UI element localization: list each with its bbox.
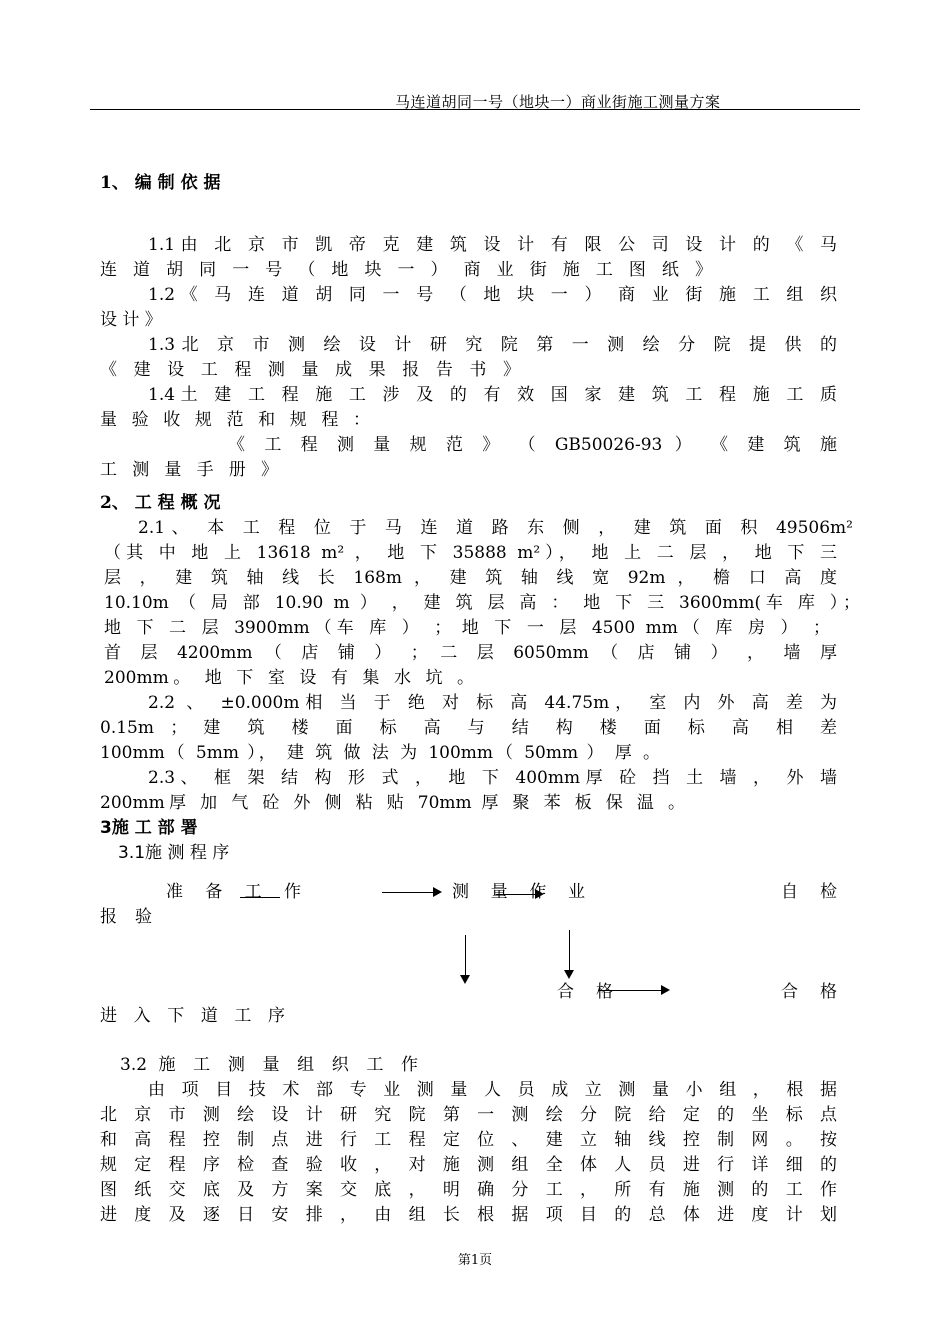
flow-step-next: 进 入 下 道 工 序 <box>100 1006 285 1026</box>
section-1-standards-cont: 工 测 量 手 册 》 <box>100 460 278 480</box>
section-3-2-para-l6: 进 度 及 逐 日 安 排 ， 由 组 长 根 据 项 目 的 总 体 进 度 计 划 <box>100 1205 837 1225</box>
flow-arrow-right-1 <box>382 892 440 893</box>
flow-connector-line <box>240 897 280 898</box>
flow-step-selfcheck: 自 检 <box>781 882 837 902</box>
flow-arrow-down-1 <box>465 935 466 982</box>
section-3-2-para-l5: 图 纸 交 底 及 方 案 交 底 ， 明 确 分 工 ， 所 有 施 测 的 工 作 <box>100 1180 837 1200</box>
section-3-1-heading: 3.1施 测 程 序 <box>118 843 230 863</box>
flow-arrow-right-2 <box>496 894 542 895</box>
section-2-item-2-1-l7: 200mm。 地 下 室 设 有 集 水 坑 。 <box>104 668 474 688</box>
section-1-heading: 1、 编 制 依 据 <box>100 173 221 193</box>
flow-arrow-down-2 <box>569 930 570 977</box>
section-1-item-1-4-cont: 量 验 收 规 范 和 规 程 ： <box>100 410 370 430</box>
page-number: 第1页 <box>457 1253 493 1268</box>
section-2-item-2-1-l3: 层 ， 建 筑 轴 线 长 168m ， 建 筑 轴 线 宽 92m ， 檐 口 高 度 <box>104 568 837 588</box>
section-2-heading: 2、 工 程 概 况 <box>100 493 221 513</box>
section-2-item-2-3-l2: 200mm厚 加 气 砼 外 侧 粘 贴 70mm 厚 聚 苯 板 保 温 。 <box>100 793 685 813</box>
flow-arrow-right-3 <box>598 990 668 991</box>
section-1-standards: 《 工 程 测 量 规 范 》 （ GB50026-93 ） 《 建 筑 施 <box>228 435 837 455</box>
section-2-item-2-1-l4: 10.10m （ 局 部 10.90 m ） ， 建 筑 层 高 ： 地 下 三 3600mm(车 库 ）； <box>104 593 860 613</box>
section-1-item-1-3: 1.3北 京 市 测 绘 设 计 研 究 院 第 一 测 绘 分 院 提 供 的 <box>148 335 837 355</box>
section-1-item-1-3-cont: 《 建 设 工 程 测 量 成 果 报 告 书 》 <box>100 360 520 380</box>
section-2-item-2-1-l6: 首 层 4200mm （ 店 铺 ） ； 二 层 6050mm （ 店 铺 ） ， 墙 厚 <box>104 643 837 663</box>
section-2-item-2-2: 2.2 、 ±0.000m相 当 于 绝 对 标 高 44.75m， 室 内 外 高 差 为 <box>148 693 837 713</box>
section-1-item-1-2: 1.2《 马 连 道 胡 同 一 号 （ 地 块 一 ） 商 业 街 施 工 组 织 <box>148 285 837 305</box>
section-3-2-heading: 3.2 施 工 测 量 组 织 工 作 <box>120 1055 418 1075</box>
section-3-heading: 3施 工 部 署 <box>100 818 198 838</box>
section-2-item-2-2-l2: 0.15m ； 建 筑 楼 面 标 高 与 结 构 楼 面 标 高 相 差 <box>100 718 837 738</box>
flow-step-pass-2: 合 格 <box>781 982 837 1002</box>
section-1-item-1-1: 1.1由 北 京 市 凯 帝 克 建 筑 设 计 有 限 公 司 设 计 的 《 马 <box>148 235 837 255</box>
section-3-2-para-l1: 由 项 目 技 术 部 专 业 测 量 人 员 成 立 测 量 小 组 ， 根 据 <box>148 1080 837 1100</box>
section-2-item-2-2-l3: 100mm（ 5mm ）， 建 筑 做 法 为 100mm（ 50mm ） 厚 。 <box>100 743 660 763</box>
section-3-2-para-l3: 和 高 程 控 制 点 进 行 工 程 定 位 、 建 立 轴 线 控 制 网 。 按 <box>100 1130 837 1150</box>
section-1-item-1-2-cont: 设 计 》 <box>100 310 162 330</box>
flow-step-report: 报 验 <box>100 907 152 927</box>
flow-step-measure: 测 量 作 业 <box>452 882 585 902</box>
flow-step-prepare: 准 备 工 作 <box>166 882 301 902</box>
section-2-item-2-1-l2: （其 中 地 上 13618 m² ， 地 下 35888 m²）， 地 上 二 层 ， 地 下 三 <box>104 543 837 563</box>
document-header-title: 马连道胡同一号（地块一）商业街施工测量方案 <box>395 93 721 111</box>
section-3-2-para-l4: 规 定 程 序 检 查 验 收 ， 对 施 测 组 全 体 人 员 进 行 详 细 的 <box>100 1155 837 1175</box>
header-rule <box>90 109 860 110</box>
section-1-item-1-1-cont: 连 道 胡 同 一 号 （ 地 块 一 ） 商 业 街 施 工 图 纸 》 <box>100 260 712 280</box>
section-1-item-1-4: 1.4土 建 工 程 施 工 涉 及 的 有 效 国 家 建 筑 工 程 施 工 质 <box>148 385 837 405</box>
section-2-item-2-1: 2.1、 本 工 程 位 于 马 连 道 路 东 侧 ， 建 筑 面 积 49506m² <box>138 518 853 538</box>
section-2-item-2-1-l5: 地 下 二 层 3900mm（车 库 ） ； 地 下 一 层 4500 mm（ 库 房 ） ； <box>104 618 830 638</box>
section-3-2-para-l2: 北 京 市 测 绘 设 计 研 究 院 第 一 测 绘 分 院 给 定 的 坐 标 点 <box>100 1105 837 1125</box>
flow-step-pass-1: 合 格 <box>557 982 613 1002</box>
section-2-item-2-3: 2.3、 框 架 结 构 形 式 ， 地 下 400mm厚 砼 挡 土 墙 ， 外 墙 <box>148 768 837 788</box>
